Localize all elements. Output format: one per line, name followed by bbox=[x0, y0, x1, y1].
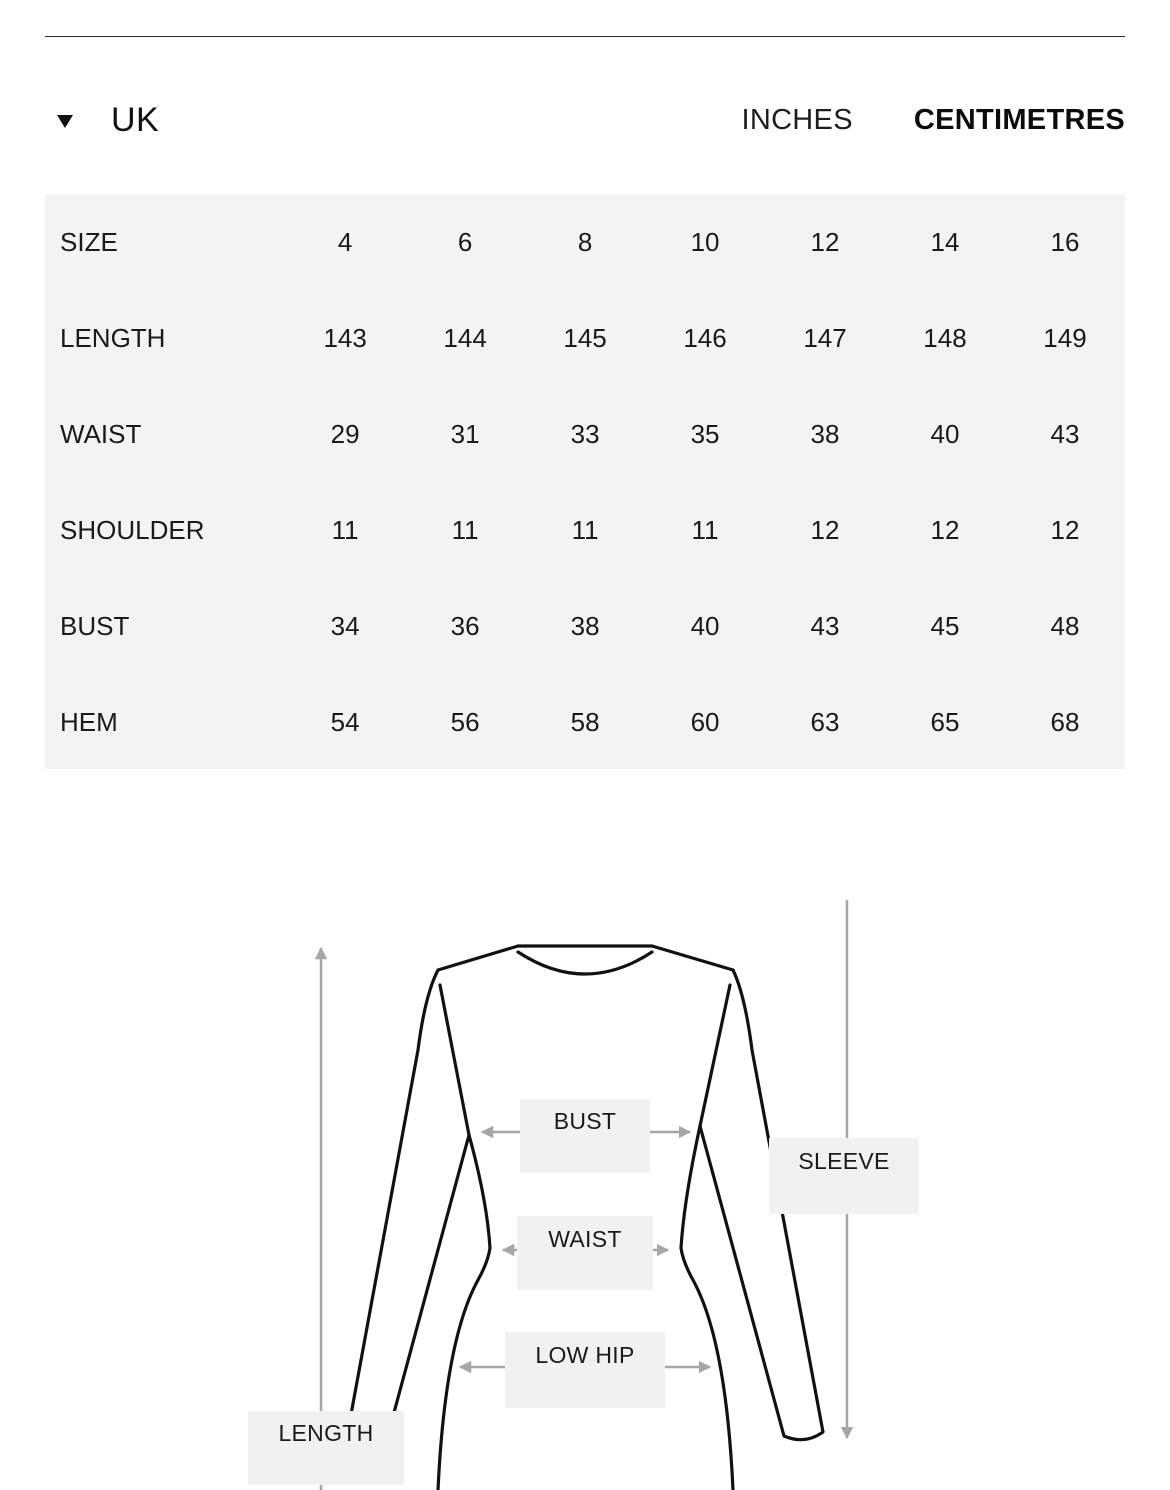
table-row bbox=[45, 482, 1125, 578]
table-cell: 12 bbox=[810, 226, 840, 257]
table-cell: 33 bbox=[570, 418, 600, 449]
caret-down-icon bbox=[57, 115, 73, 128]
table-row bbox=[45, 578, 1125, 674]
row-label: LENGTH bbox=[60, 322, 166, 353]
table-cell: 8 bbox=[577, 226, 593, 257]
table-cell: 63 bbox=[810, 706, 840, 737]
table-cell: 14 bbox=[930, 226, 960, 257]
table-cell: 146 bbox=[683, 322, 727, 353]
table-cell: 56 bbox=[450, 706, 480, 737]
region-dropdown[interactable] bbox=[57, 90, 159, 150]
length-label: LENGTH bbox=[248, 1411, 404, 1485]
row-label: HEM bbox=[60, 706, 118, 737]
table-cell: 149 bbox=[1043, 322, 1087, 353]
table-cell: 38 bbox=[570, 610, 600, 641]
table-cell: 29 bbox=[330, 418, 360, 449]
table-cell: 12 bbox=[810, 514, 840, 545]
table-cell: 143 bbox=[323, 322, 367, 353]
table-cell: 43 bbox=[1050, 418, 1080, 449]
table-cell: 144 bbox=[443, 322, 487, 353]
waist-label: WAIST bbox=[517, 1216, 653, 1290]
table-cell: 65 bbox=[930, 706, 960, 737]
table-cell: 11 bbox=[331, 514, 359, 545]
table-cell: 34 bbox=[330, 610, 360, 641]
garment-diagram bbox=[0, 900, 1170, 1490]
table-cell: 148 bbox=[923, 322, 967, 353]
row-label: WAIST bbox=[60, 418, 142, 449]
bust-label: BUST bbox=[520, 1099, 650, 1173]
table-cell: 45 bbox=[930, 610, 960, 641]
table-cell: 31 bbox=[450, 418, 480, 449]
table-cell: 40 bbox=[930, 418, 960, 449]
table-cell: 11 bbox=[571, 514, 599, 545]
table-cell: 54 bbox=[330, 706, 360, 737]
table-cell: 11 bbox=[691, 514, 719, 545]
table-cell: 60 bbox=[690, 706, 720, 737]
table-cell: 48 bbox=[1050, 610, 1080, 641]
row-label: BUST bbox=[60, 610, 130, 641]
table-cell: 43 bbox=[810, 610, 840, 641]
inches-option[interactable]: INCHES bbox=[741, 103, 853, 136]
table-cell: 4 bbox=[337, 226, 353, 257]
table-cell: 68 bbox=[1050, 706, 1080, 737]
table-cell: 12 bbox=[1050, 514, 1080, 545]
size-chart bbox=[45, 194, 1125, 769]
low-hip-label: LOW HIP bbox=[505, 1332, 665, 1408]
table-cell: 10 bbox=[690, 226, 720, 257]
table-cell: 12 bbox=[930, 514, 960, 545]
table-cell: 36 bbox=[450, 610, 480, 641]
table-cell: 16 bbox=[1050, 226, 1080, 257]
top-divider bbox=[45, 36, 1125, 37]
table-cell: 145 bbox=[563, 322, 607, 353]
table-cell: 40 bbox=[690, 610, 720, 641]
table-row bbox=[45, 386, 1125, 482]
table-cell: 58 bbox=[570, 706, 600, 737]
size-table bbox=[45, 194, 1125, 770]
table-row bbox=[45, 290, 1125, 386]
table-cell: 35 bbox=[690, 418, 720, 449]
row-label: SHOULDER bbox=[60, 514, 205, 545]
sleeve-label: SLEEVE bbox=[769, 1138, 919, 1214]
table-cell: 147 bbox=[803, 322, 847, 353]
table-cell: 38 bbox=[810, 418, 840, 449]
row-label: SIZE bbox=[60, 226, 118, 257]
table-row bbox=[45, 674, 1125, 770]
size-guide-header bbox=[45, 90, 1125, 150]
table-cell: 11 bbox=[451, 514, 479, 545]
table-cell: 6 bbox=[457, 226, 473, 257]
region-label: UK bbox=[111, 100, 160, 139]
table-row bbox=[45, 194, 1125, 290]
unit-toggle bbox=[741, 90, 1125, 150]
centimetres-option[interactable]: CENTIMETRES bbox=[913, 103, 1125, 136]
